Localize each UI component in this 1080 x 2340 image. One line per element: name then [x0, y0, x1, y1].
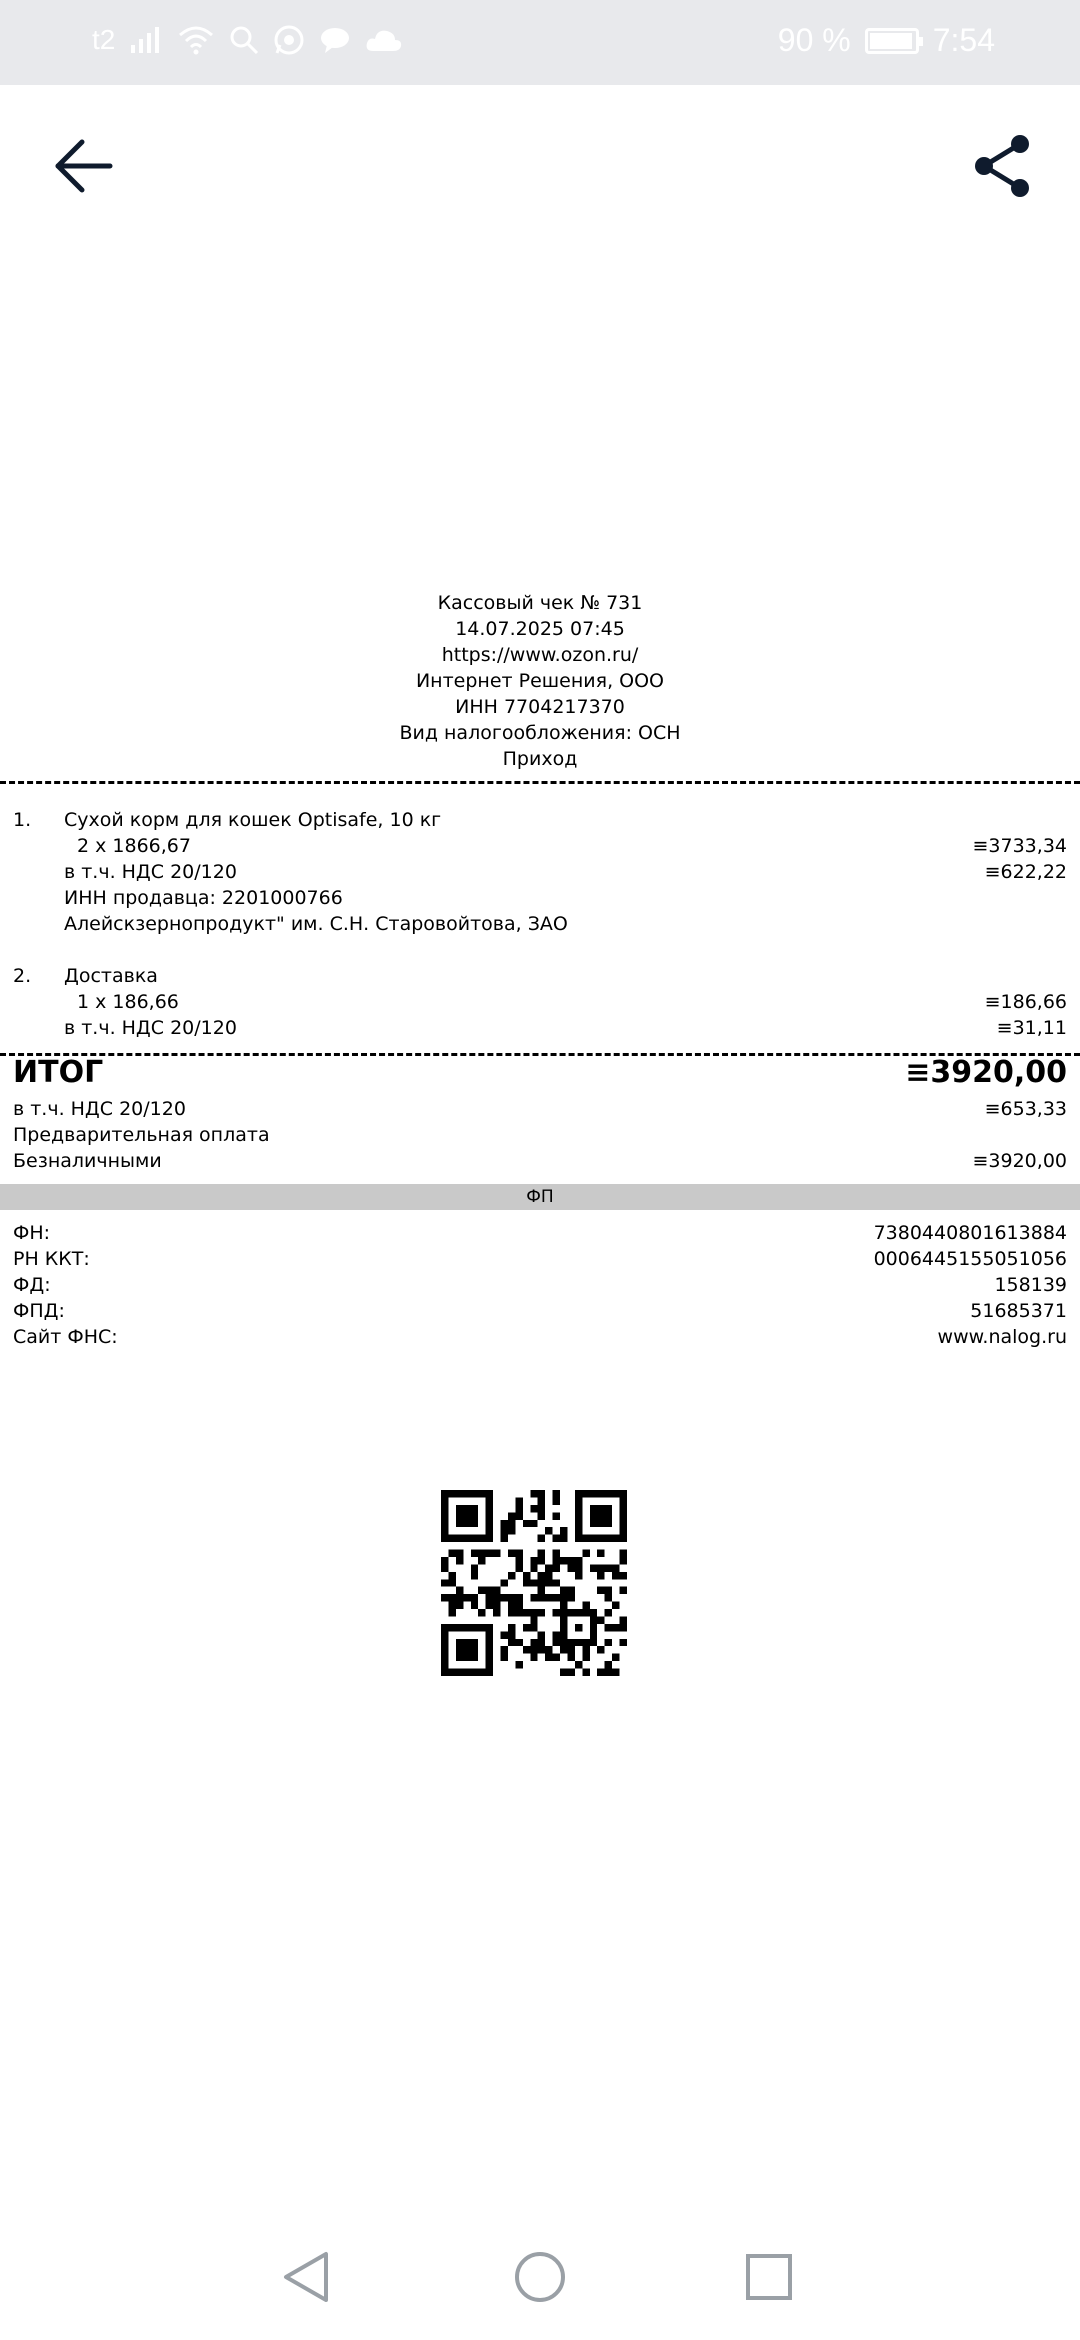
clock: 7:54 [932, 22, 995, 58]
total-value: ≡3920,00 [905, 1055, 1067, 1090]
item-vat-sum: ≡31,11 [996, 1017, 1067, 1039]
fiscal-row: Сайт ФНС: www.nalog.ru [13, 1326, 1067, 1348]
battery-percent: 90 % [777, 22, 851, 58]
nav-recents-button[interactable] [734, 2242, 804, 2312]
fiscal-row: ФД: 158139 [13, 1274, 1067, 1296]
receipt-tax-system: Вид налогообложения: ОСН [399, 722, 681, 744]
total-vat-value: ≡653,33 [984, 1098, 1067, 1120]
item-seller-inn: ИНН продавца: 2201000766 [64, 887, 343, 909]
share-icon [968, 130, 1040, 202]
item-sum: ≡186,66 [984, 991, 1067, 1013]
total-vat-label: в т.ч. НДС 20/120 [13, 1098, 186, 1120]
status-left [92, 24, 403, 56]
item-seller-name: Алейскзернопродукт" им. С.Н. Старовойтова, ЗАО [64, 913, 568, 935]
receipt-header [0, 590, 1080, 772]
wifi-icon [177, 25, 215, 55]
item-qty-price: 2 x 1866,67 [77, 835, 191, 857]
receipt-datetime: 14.07.2025 07:45 [455, 618, 625, 640]
receipt-title: Кассовый чек № 731 [437, 592, 643, 614]
item-vat-label: в т.ч. НДС 20/120 [64, 1017, 237, 1039]
item-vat-sum: ≡622,22 [984, 861, 1067, 883]
cashless-label: Безналичными [13, 1150, 162, 1172]
back-button[interactable] [48, 130, 120, 202]
receipt-operation: Приход [502, 748, 578, 770]
cashless-value: ≡3920,00 [972, 1150, 1067, 1172]
receipt-inn: ИНН 7704217370 [455, 696, 625, 718]
fiscal-row: ФН: 7380440801613884 [13, 1222, 1067, 1244]
share-button[interactable] [968, 130, 1040, 202]
whatsapp-icon [273, 24, 305, 56]
search-icon [229, 25, 259, 55]
arrow-left-icon [48, 130, 120, 202]
item-name: Сухой корм для кошек Optisafe, 10 кг [64, 809, 442, 831]
signal-icon [129, 25, 163, 55]
chat-icon [319, 25, 351, 55]
receipt-company: Интернет Решения, ООО [415, 670, 665, 692]
fiscal-row: РН ККТ: 0006445155051056 [13, 1248, 1067, 1270]
battery-icon [865, 28, 919, 54]
nav-recents-icon [734, 2242, 804, 2312]
total-label: ИТОГ [13, 1055, 104, 1090]
fiscal-block [0, 1220, 1080, 1350]
item-qty-price: 1 x 186,66 [77, 991, 179, 1013]
line-item [0, 807, 1080, 937]
navigation-bar [0, 2220, 1080, 2340]
status-bar [0, 0, 1080, 85]
receipt [0, 590, 1080, 1350]
item-number: 1. [13, 809, 32, 831]
carrier-label: t2 [92, 24, 116, 55]
qr-code [441, 1490, 627, 1676]
fiscal-row: ФПД: 51685371 [13, 1300, 1067, 1322]
fp-bar: ФП [0, 1184, 1080, 1210]
item-vat-label: в т.ч. НДС 20/120 [64, 861, 237, 883]
nav-home-icon [505, 2242, 575, 2312]
item-number: 2. [13, 965, 32, 987]
cloud-icon [365, 27, 403, 53]
nav-back-icon [272, 2242, 342, 2312]
receipt-url: https://www.ozon.ru/ [441, 644, 639, 666]
line-item [0, 963, 1080, 1041]
nav-back-button[interactable] [272, 2242, 342, 2312]
total-row [0, 1056, 1080, 1096]
prepay-label: Предварительная оплата [13, 1124, 270, 1146]
item-name: Доставка [64, 965, 158, 987]
item-sum: ≡3733,34 [972, 835, 1067, 857]
status-right [778, 22, 995, 59]
nav-home-button[interactable] [505, 2242, 575, 2312]
